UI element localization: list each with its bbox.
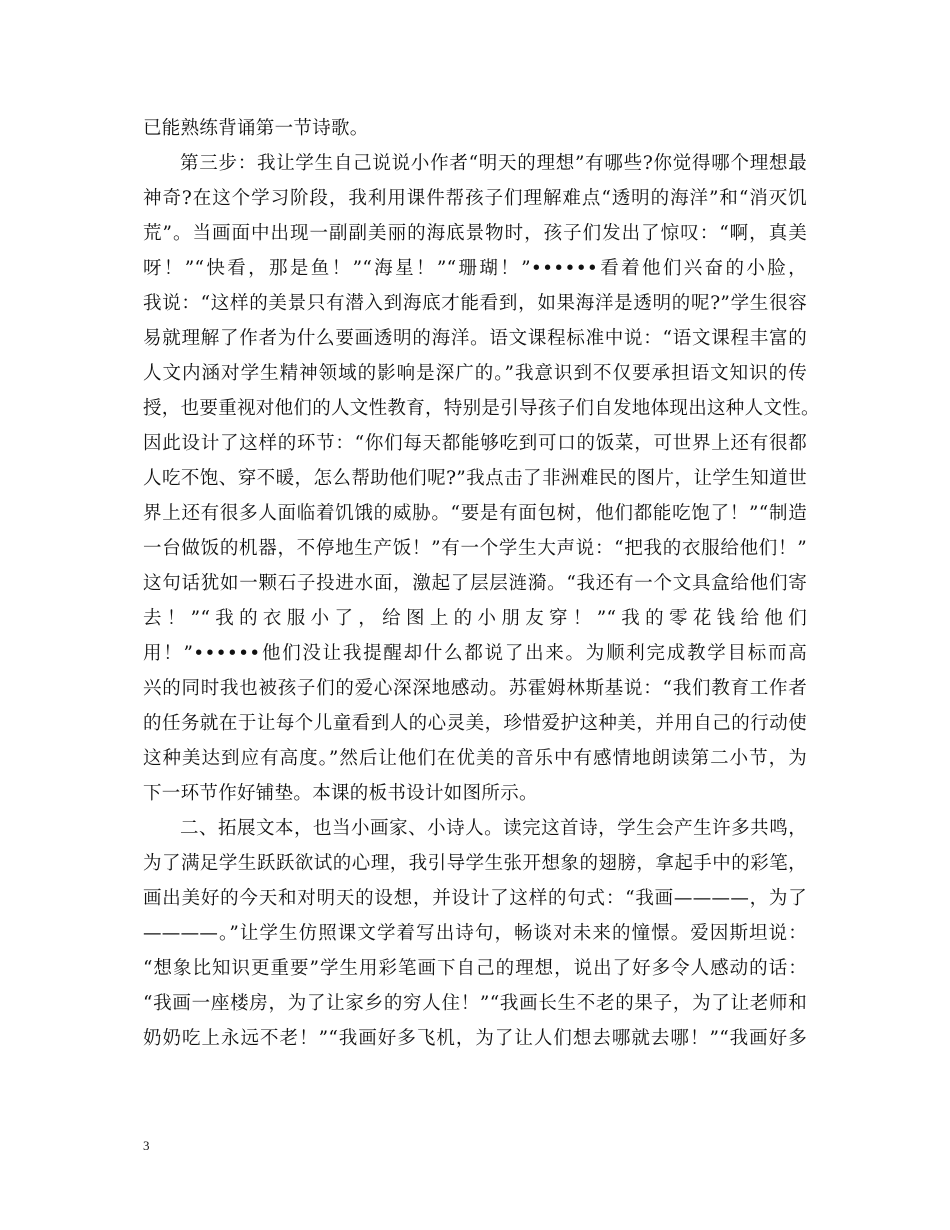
page-number: 3 [143, 1138, 150, 1153]
text-line: “想象比知识更重要”学生用彩笔画下自己的理想，说出了好多令人感动的话： [143, 958, 807, 979]
text-line: “我画一座楼房，为了让家乡的穷人住！”“我画长生不老的果子，为了让老师和 [143, 993, 807, 1014]
text-line: 人吃不饱、穿不暖，怎么帮助他们呢?”我点击了非洲难民的图片，让学生知道世 [143, 468, 807, 489]
text-line: 易就理解了作者为什么要画透明的海洋。语文课程标准中说：“语文课程丰富的 [143, 328, 807, 349]
paragraph-start-line: 二、拓展文本，也当小画家、小诗人。读完这首诗，学生会产生许多共鸣， [180, 818, 807, 839]
text-line: 兴的同时我也被孩子们的爱心深深地感动。苏霍姆林斯基说：“我们教育工作者 [143, 678, 807, 699]
text-line: 已能熟练背诵第一节诗歌。 [143, 118, 369, 139]
text-line: 的任务就在于让每个儿童看到人的心灵美，珍惜爱护这种美，并用自己的行动使 [143, 713, 807, 734]
text-line: 去！”“我的衣服小了，给图上的小朋友穿！”“我的零花钱给他们 [143, 608, 807, 629]
text-line: 呀！”“快看，那是鱼！”“海星！”“珊瑚！”••••••看着他们兴奋的小脸， [143, 258, 807, 279]
text-line: 画出美好的今天和对明天的设想，并设计了这样的句式：“我画————，为了 [143, 888, 807, 909]
text-line: 为了满足学生跃跃欲试的心理，我引导学生张开想象的翅膀，拿起手中的彩笔， [143, 853, 807, 874]
text-line: 授，也要重视对他们的人文性教育，特别是引导孩子们自发地体现出这种人文性。 [143, 398, 820, 419]
text-line: 因此设计了这样的环节：“你们每天都能够吃到可口的饭菜，可世界上还有很都 [143, 433, 807, 454]
text-line: 界上还有很多人面临着饥饿的威胁。“要是有面包树，他们都能吃饱了！”“制造 [143, 503, 807, 524]
text-line: ————。”让学生仿照课文学着写出诗句，畅谈对未来的憧憬。爱因斯坦说： [143, 923, 807, 944]
text-line: 奶奶吃上永远不老！”“我画好多飞机，为了让人们想去哪就去哪！”“我画好多 [143, 1028, 807, 1049]
text-line: 人文内涵对学生精神领域的影响是深广的。”我意识到不仅要承担语文知识的传 [143, 363, 807, 384]
text-line: 这种美达到应有高度。”然后让他们在优美的音乐中有感情地朗读第二小节，为 [143, 748, 807, 769]
text-line: 用！”••••••他们没让我提醒却什么都说了出来。为顺利完成教学目标而高 [143, 643, 807, 664]
text-line: 下一环节作好铺垫。本课的板书设计如图所示。 [143, 783, 538, 804]
text-line: 一台做饭的机器，不停地生产饭！”有一个学生大声说：“把我的衣服给他们！” [143, 538, 807, 559]
text-line: 我说：“这样的美景只有潜入到海底才能看到，如果海洋是透明的呢?”学生很容 [143, 293, 807, 314]
text-line: 这句话犹如一颗石子投进水面，激起了层层涟漪。“我还有一个文具盒给他们寄 [143, 573, 807, 594]
text-line: 神奇?在这个学习阶段，我利用课件帮孩子们理解难点“透明的海洋”和“消灭饥 [143, 188, 807, 209]
text-line: 荒”。当画面中出现一副副美丽的海底景物时，孩子们发出了惊叹：“啊，真美 [143, 223, 807, 244]
paragraph-start-line: 第三步：我让学生自己说说小作者“明天的理想”有哪些?你觉得哪个理想最 [180, 153, 807, 174]
